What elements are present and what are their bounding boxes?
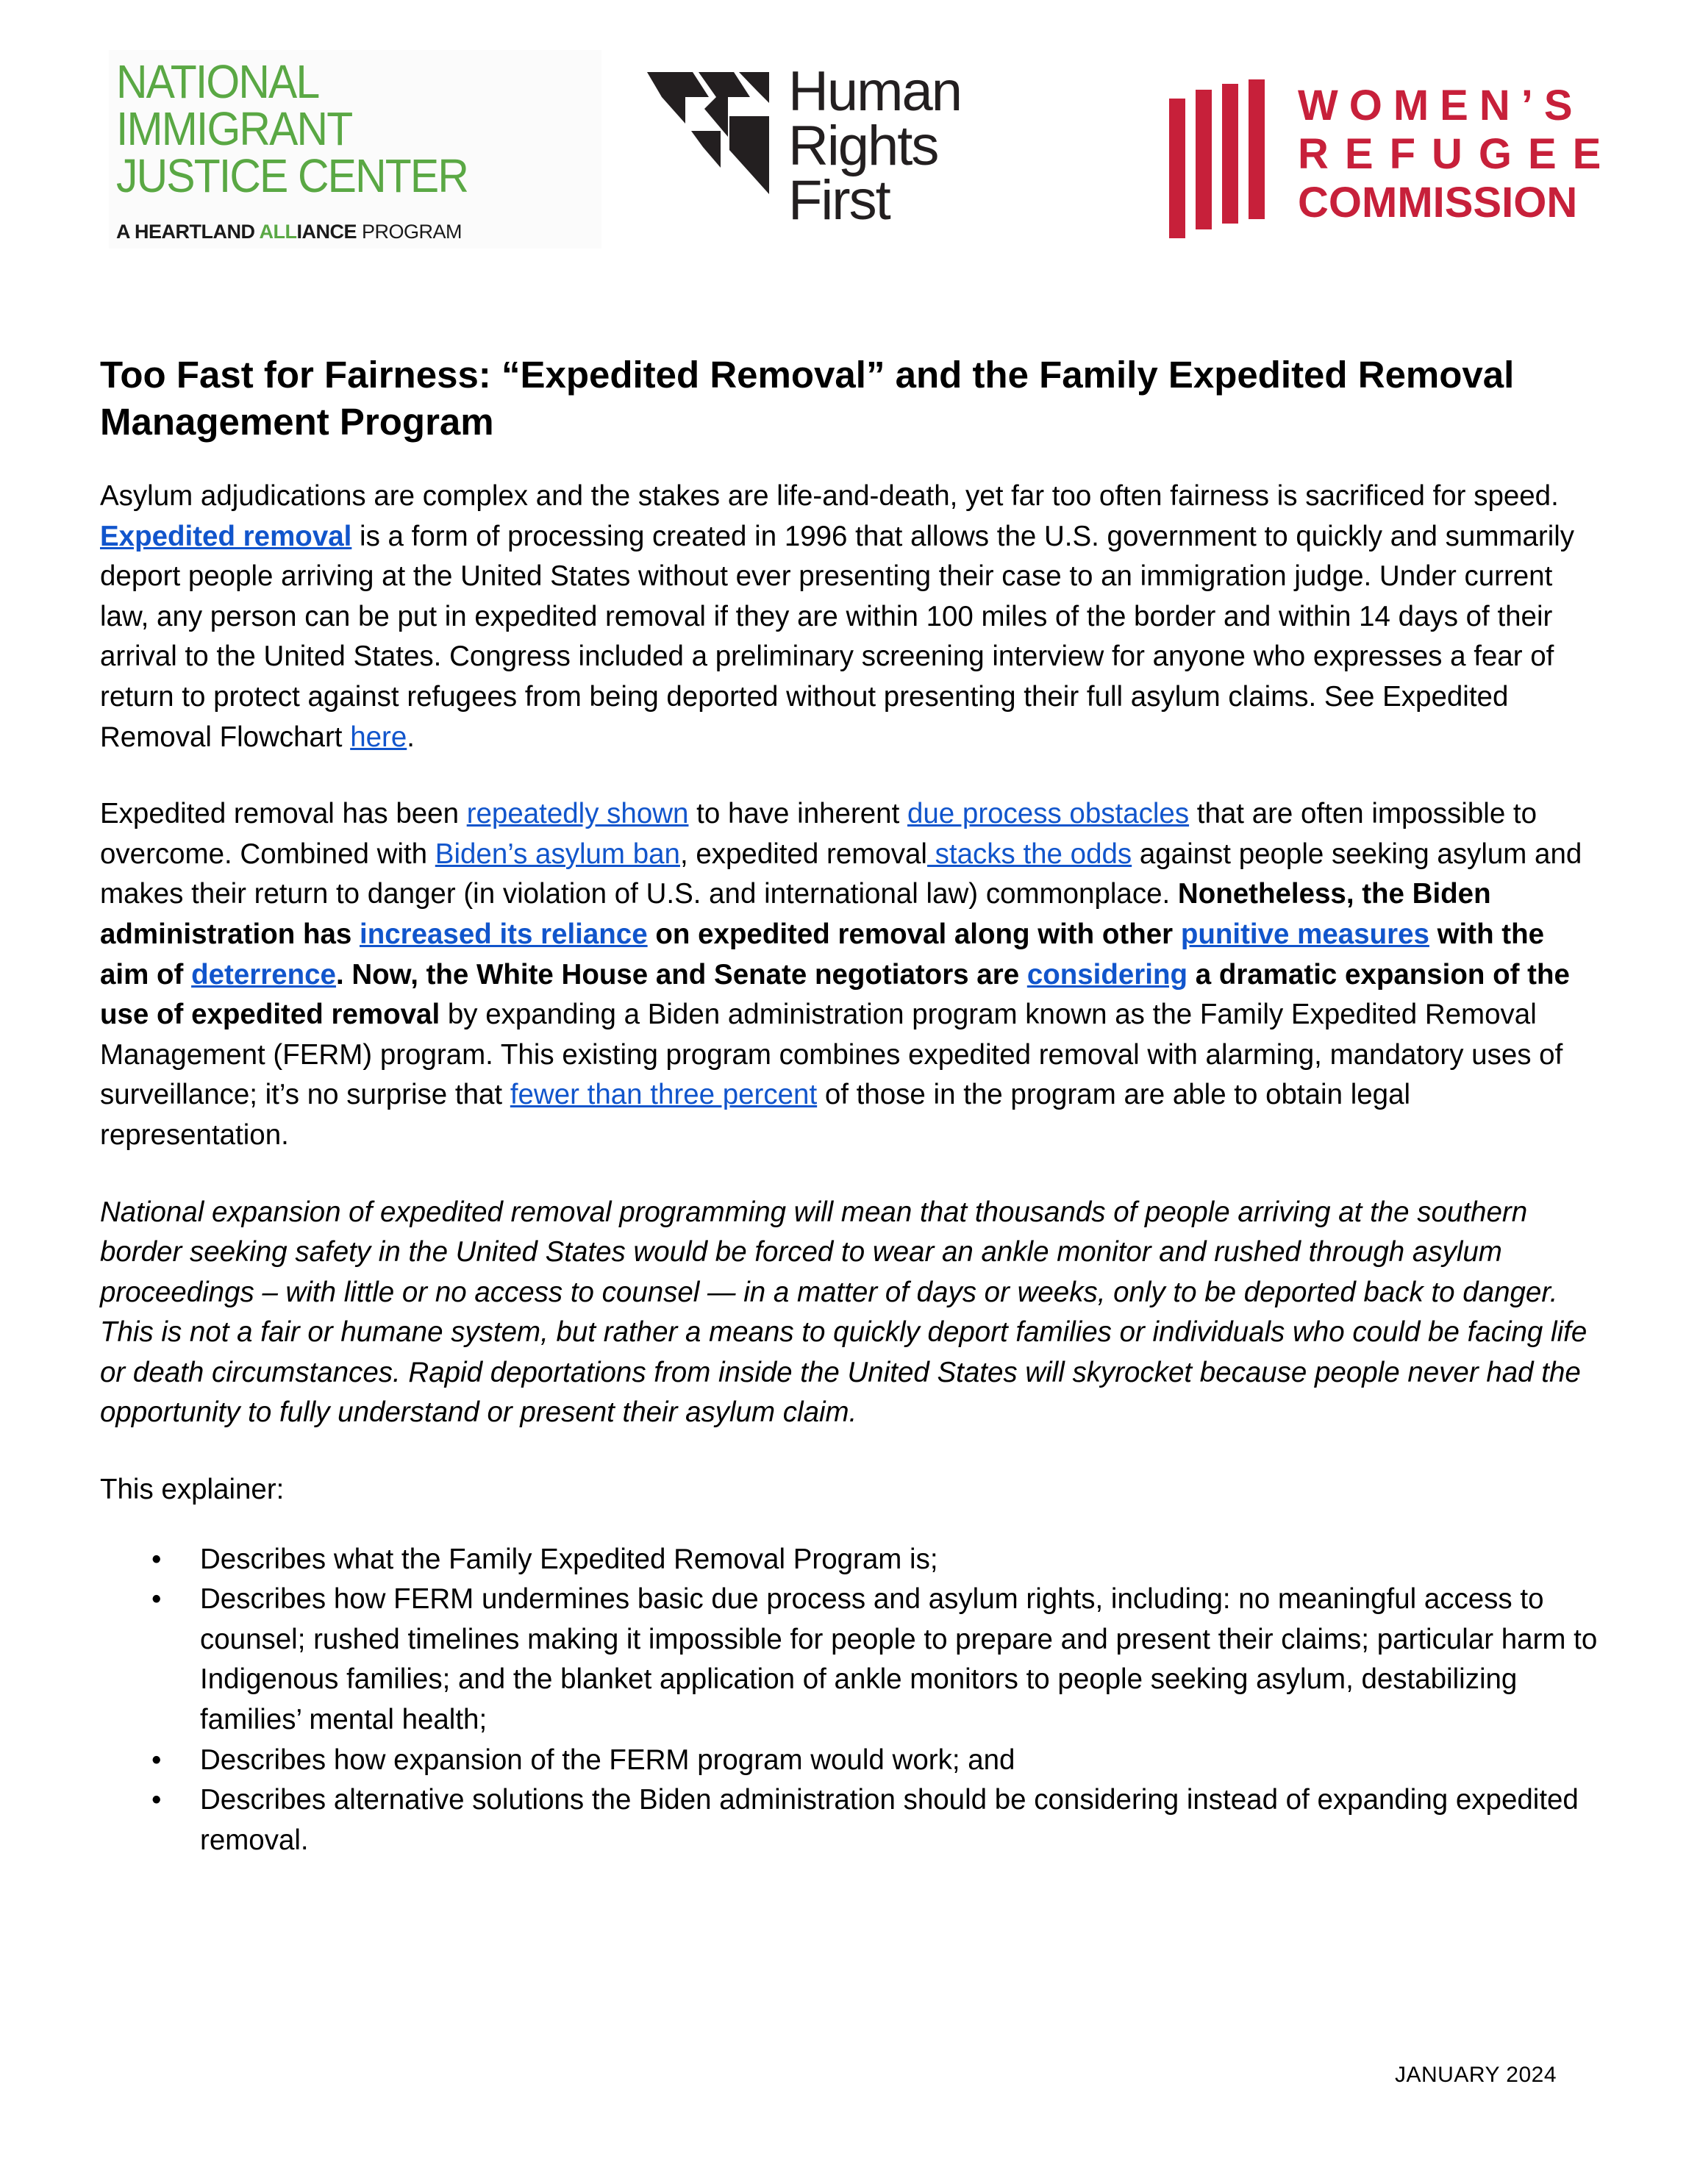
wrc-bar-1 [1169, 99, 1185, 238]
wrc-bar-3 [1222, 84, 1238, 224]
paragraph-italic-summary: National expansion of expedited removal programming will mean that thousands of people arriving at the southern border seeking safety in the United States would be forced to wear an ankle monitor and rushed through asylum proceedings – with little or no access to counsel — in a matter of days or weeks, only to be deported back to danger. This is not a fair or humane system, but rather a means to quickly deport families or individuals who could be facing life or death circumstances. Rapid deportations from inside the United States will skyrocket because people never had the opportunity to fully understand or present their asylum claim. [100, 1196, 1588, 1429]
bullet-icon: • [151, 1583, 162, 1616]
wrc-logo-line-1: WOMEN’S [1298, 82, 1584, 129]
list-item: • Describes how expansion of the FERM program would work; and [100, 1741, 1600, 1781]
wrc-logo [1169, 79, 1625, 226]
nijc-logo-line-1: NATIONAL [116, 55, 319, 108]
list-item: • Describes what the Family Expedited Removal Program is; [100, 1540, 1600, 1580]
paragraph-context: Expedited removal has been repeatedly shown to have inherent due process obstacles that are often impossible to overcome. Combined with Biden’s asylum ban, expedited removal stacks the odds against people seeking asylum and makes their return to danger (in violation of U.S. and international law) commonplace. Nonetheless, the Biden administration has increased its reliance on expedited removal along with other punitive measures with the aim of deterrence. Now, the White House and Senate negotiators are considering a dramatic expansion of the use of expedited removal by expanding a Biden administration program known as the Family Expedited Removal Management (FERM) program. This existing program combines expedited removal with alarming, mandatory uses of surveillance; it’s no surprise that fewer than three percent of those in the program are able to obtain legal representation. [100, 798, 1582, 1151]
link-increased-its-reliance[interactable]: increased its reliance [360, 918, 648, 950]
list-item: • Describes how FERM undermines basic due process and asylum rights, including: no meaningful access to counsel; rushed timelines making it impossible for people to prepare and present their claims; particular harm to Indigenous families; and the blanket application of ankle monitors to people seeking asylum, destabilizing families’ mental health; [100, 1580, 1600, 1740]
link-fewer-than-three-percent[interactable]: fewer than three percent [510, 1079, 818, 1111]
link-bidens-asylum-ban[interactable]: Biden’s asylum ban [435, 838, 680, 870]
bullet-icon: • [151, 1543, 162, 1575]
nijc-logo-line-2: IMMIGRANT [116, 102, 352, 155]
wrc-logo-line-3: COMMISSION [1298, 179, 1578, 226]
link-expedited-removal[interactable]: Expedited removal [100, 520, 352, 552]
paragraph-intro: Asylum adjudications are complex and the stakes are life-and-death, yet far too often fairness is sacrificed for speed. Expedited removal is a form of processing created in 1996 that allows the U.S. government to quickly and summarily deport people arriving at the United States without ever presenting their case to an immigration judge. Under current law, any person can be put in expedited removal if they are within 100 miles of the border and within 14 days of their arrival to the United States. Congress included a preliminary screening interview for anyone who expresses a fear of return to protect against refugees from being deported without presenting their full asylum claims. See Expedited Removal Flowchart here. [100, 480, 1575, 753]
nijc-logo-line-3: JUSTICE CENTER [116, 149, 468, 202]
link-deterrence[interactable]: deterrence [191, 958, 336, 991]
link-flowchart-here[interactable]: here [350, 721, 407, 753]
hrf-logo-line-2: Rights [788, 115, 938, 177]
wrc-bar-4 [1249, 79, 1265, 219]
link-punitive-measures[interactable]: punitive measures [1180, 918, 1429, 950]
link-stacks-the-odds[interactable]: stacks the odds [926, 838, 1132, 870]
hrf-logo [647, 60, 1015, 243]
link-considering[interactable]: considering [1026, 958, 1188, 991]
publication-date: JANUARY 2024 [1395, 2063, 1557, 2087]
explainer-list [100, 1540, 1600, 1861]
bullet-icon: • [151, 1784, 162, 1816]
hrf-mark-icon [647, 71, 772, 196]
page-title: Too Fast for Fairness: “Expedited Removal” and the Family Expedited Removal Management Program [100, 354, 1515, 443]
document-body [100, 351, 1600, 1860]
link-repeatedly-shown[interactable]: repeatedly shown [466, 798, 689, 830]
wrc-logo-line-2: REFUGEE [1298, 130, 1618, 178]
link-due-process-obstacles[interactable]: due process obstacles [907, 798, 1190, 830]
wrc-bar-2 [1196, 90, 1212, 229]
paragraph-explainer-lead: This explainer: [100, 1474, 285, 1506]
list-item: • Describes alternative solutions the Biden administration should be considering instead of expanding expedited removal. [100, 1780, 1600, 1860]
bullet-icon: • [151, 1744, 162, 1776]
hrf-logo-line-3: First [788, 169, 890, 232]
nijc-logo-subtitle: A HEARTLAND ALLIANCE PROGRAM [116, 221, 462, 243]
hrf-logo-line-1: Human [788, 60, 961, 123]
nijc-logo [109, 50, 601, 249]
